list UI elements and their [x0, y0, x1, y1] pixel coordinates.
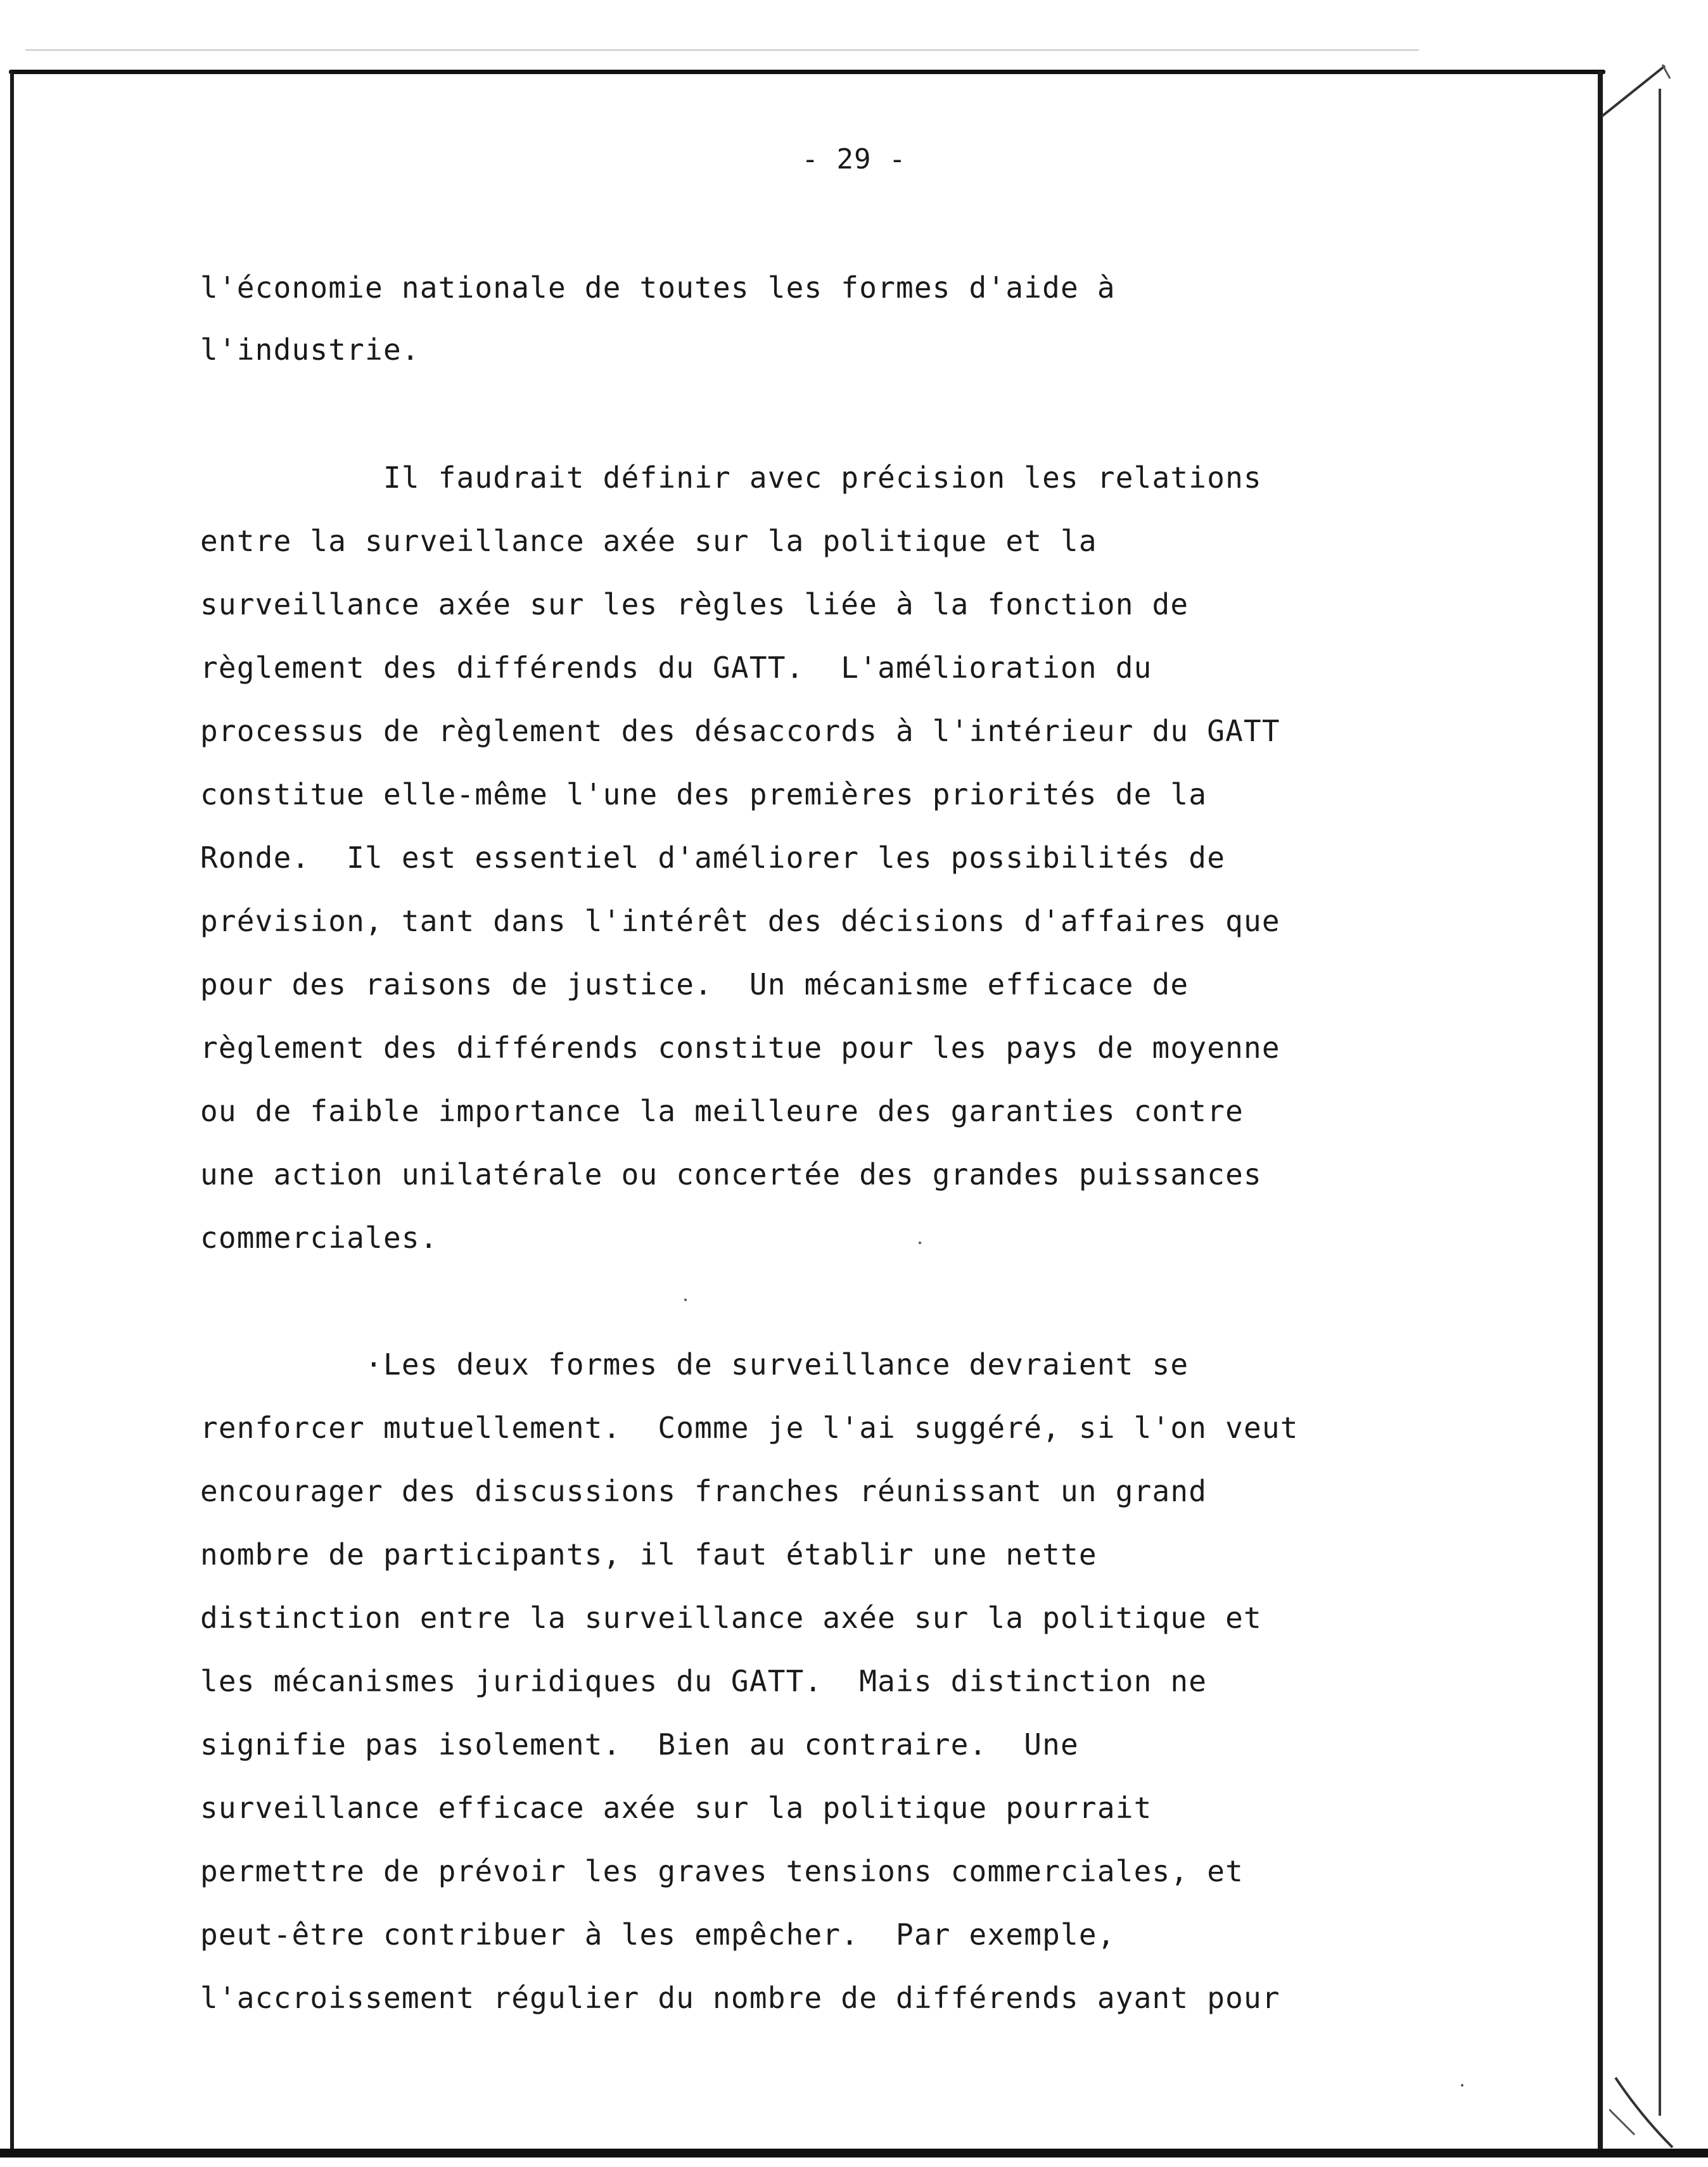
text-line: l'économie nationale de toutes les formes d'aide à	[200, 270, 1116, 305]
text-line: ·Les deux formes de surveillance devraient se	[200, 1347, 1189, 1382]
text-line: ou de faible importance la meilleure des garanties contre	[200, 1094, 1244, 1128]
page-curl-bottom-right	[1609, 2071, 1685, 2154]
scan-border-left	[10, 71, 14, 2155]
text-line: l'industrie.	[200, 333, 420, 367]
text-line: Ronde. Il est essentiel d'améliorer les possibilités de	[200, 841, 1226, 875]
scan-border-bottom	[0, 2149, 1708, 2157]
text-line: distinction entre la surveillance axée sur la politique et	[200, 1601, 1262, 1635]
text-line: renforcer mutuellement. Comme je l'ai suggéré, si l'on veut	[200, 1411, 1299, 1445]
scan-border-right-outer	[1659, 89, 1661, 2116]
text-line: pour des raisons de justice. Un mécanisme efficace de	[200, 967, 1189, 1001]
scan-speck	[1461, 2084, 1463, 2087]
text-line: prévision, tant dans l'intérêt des décisions d'affaires que	[200, 904, 1280, 938]
text-line: les mécanismes juridiques du GATT. Mais distinction ne	[200, 1664, 1208, 1698]
page-number: - 29 -	[801, 143, 907, 175]
text-line: surveillance efficace axée sur la politique pourrait	[200, 1791, 1152, 1825]
scan-border-top	[9, 70, 1605, 74]
text-line: peut-être contribuer à les empêcher. Par exemple,	[200, 1917, 1116, 1952]
text-line: Il faudrait définir avec précision les relations	[200, 461, 1262, 495]
text-line: signifie pas isolement. Bien au contraire. Une	[200, 1727, 1079, 1762]
text-line: commerciales.	[200, 1221, 438, 1255]
text-line: constitue elle-même l'une des premières priorités de la	[200, 777, 1208, 811]
scan-border-right	[1598, 71, 1603, 2155]
text-line: entre la surveillance axée sur la politique et la	[200, 524, 1097, 558]
text-line: règlement des différends du GATT. L'amélioration du	[200, 651, 1152, 685]
scan-speck	[919, 1242, 921, 1244]
text-line: permettre de prévoir les graves tensions commerciales, et	[200, 1854, 1244, 1888]
text-line: nombre de participants, il faut établir une nette	[200, 1537, 1097, 1572]
page-curl-top-right	[1602, 60, 1671, 136]
text-line: une action unilatérale ou concertée des grandes puissances	[200, 1157, 1262, 1192]
text-line: encourager des discussions franches réunissant un grand	[200, 1474, 1208, 1508]
text-line: processus de règlement des désaccords à l'intérieur du GATT	[200, 714, 1280, 748]
scan-speck	[684, 1299, 687, 1301]
scan-edge-faint	[25, 49, 1419, 51]
text-line: l'accroissement régulier du nombre de différends ayant pour	[200, 1981, 1280, 2015]
text-line: règlement des différends constitue pour les pays de moyenne	[200, 1031, 1280, 1065]
text-line: surveillance axée sur les règles liée à la fonction de	[200, 587, 1189, 621]
